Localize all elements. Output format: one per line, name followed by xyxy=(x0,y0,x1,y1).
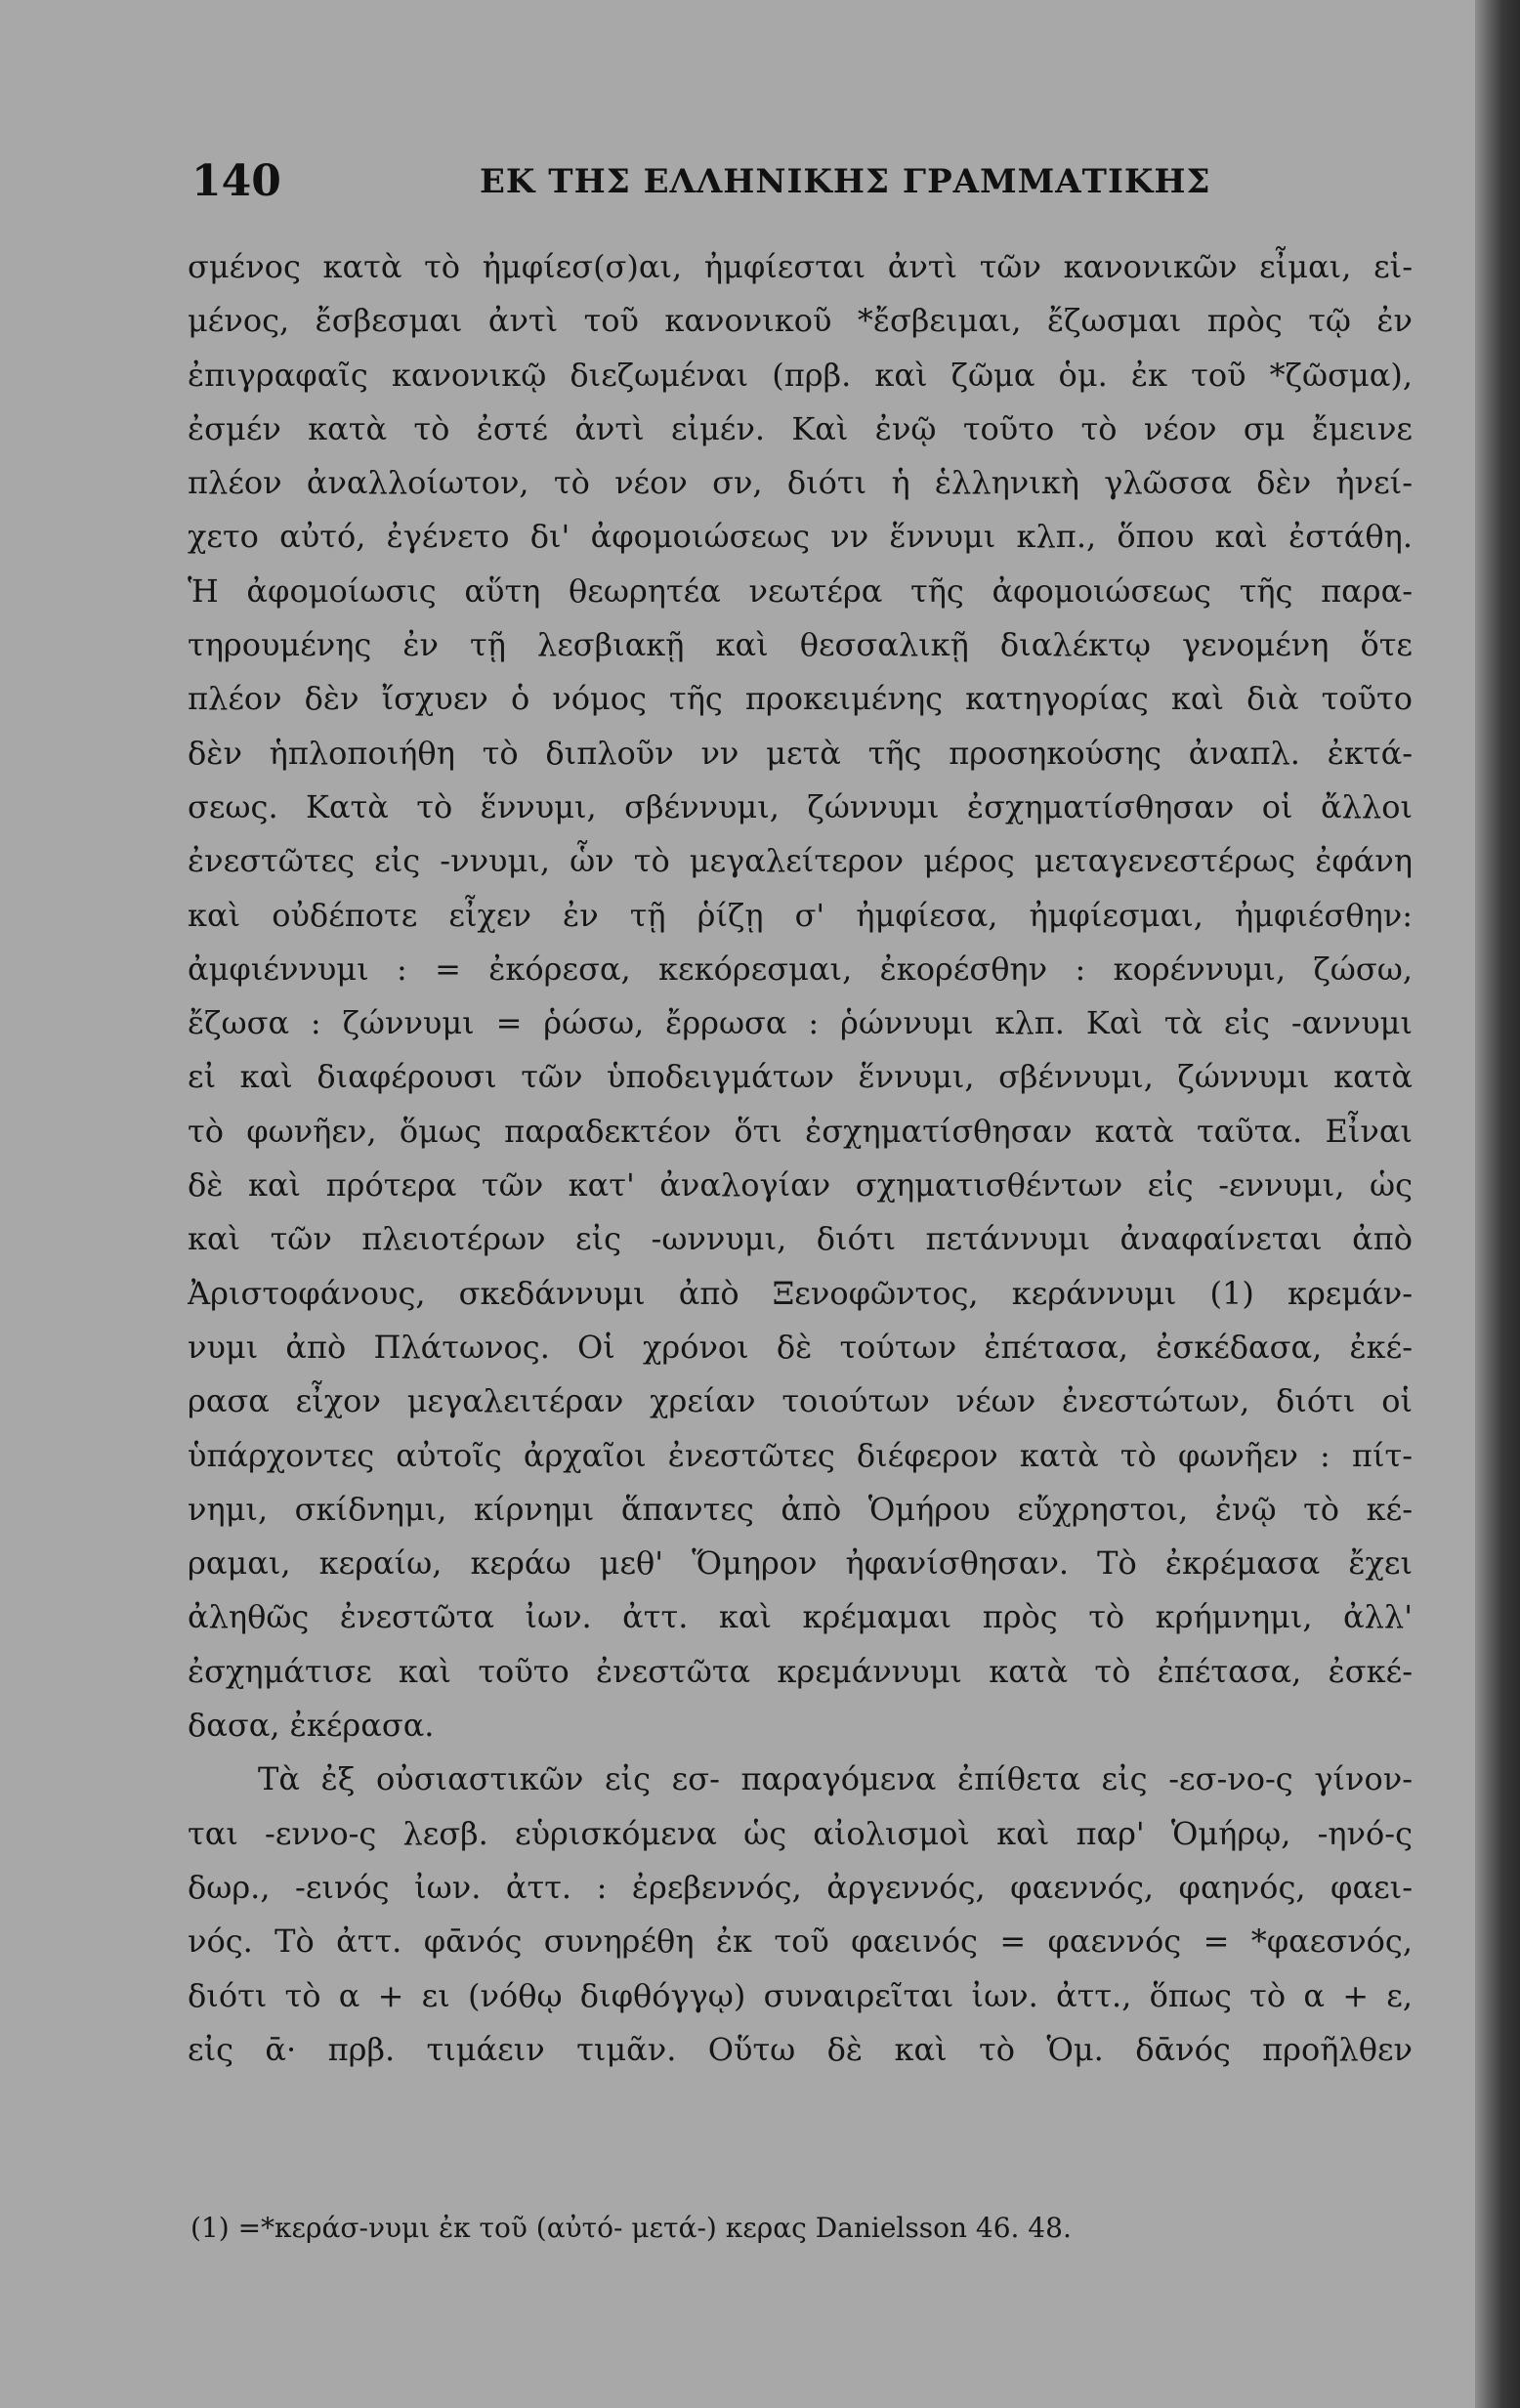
text-line: ὑπάρχοντες αὐτοῖς ἀρχαῖοι ἐνεστῶτες διέφερον κατὰ τὸ φωνῆεν : πίτ- xyxy=(188,1436,1413,1474)
text-line: ἐσχημάτισε καὶ τοῦτο ἐνεστῶτα κρεμάννυμι κατὰ τὸ ἐπέτασα, ἐσκέ- xyxy=(188,1652,1413,1690)
footnote: (1) =*κεράσ-νυμι ἐκ τοῦ (αὐτό- μετά-) κερας Danielsson 46. 48. xyxy=(190,2212,1072,2244)
text-line: νυμι ἀπὸ Πλάτωνος. Οἱ χρόνοι δὲ τούτων ἐπέτασα, ἐσκέδασα, ἐκέ- xyxy=(188,1328,1413,1366)
text-line: ται -εννο-ς λεσβ. εὑρισκόμενα ὡς αἰολισμοὶ καὶ παρ' Ὁμήρῳ, -ηνό-ς xyxy=(188,1814,1413,1852)
text-line: ρασα εἶχον μεγαλειτέραν χρείαν τοιούτων νέων ἐνεστώτων, διότι οἱ xyxy=(188,1382,1413,1420)
running-title: ΕΚ ΤΗΣ ΕΛΛΗΝΙΚΗΣ ΓΡΑΜΜΑΤΙΚΗΣ xyxy=(480,162,1211,201)
text-line: δὲν ἡπλοποιήθη τὸ διπλοῦν νν μετὰ τῆς προσηκούσης ἀναπλ. ἐκτά- xyxy=(188,734,1413,772)
text-line: εἰ καὶ διαφέρουσι τῶν ὑποδειγμάτων ἕννυμι, σβέννυμι, ζώννυμι κατὰ xyxy=(188,1058,1413,1096)
text-line: ἐπιγραφαῖς κανονικῷ διεζωμέναι (πρβ. καὶ ζῶμα ὁμ. ἐκ τοῦ *ζῶσμα), xyxy=(188,356,1413,394)
text-line: καὶ οὐδέποτε εἶχεν ἐν τῇ ῥίζῃ σ' ἠμφίεσα, ἠμφίεσμαι, ἠμφιέσθην: xyxy=(188,896,1413,934)
text-line: ἀληθῶς ἐνεστῶτα ἰων. ἀττ. καὶ κρέμαμαι πρὸς τὸ κρήμνημι, ἀλλ' xyxy=(188,1598,1413,1636)
text-line: μένος, ἔσβεσμαι ἀντὶ τοῦ κανονικοῦ *ἔσβειμαι, ἔζωσμαι πρὸς τῷ ἐν xyxy=(188,302,1413,340)
text-line: σεως. Κατὰ τὸ ἕννυμι, σβέννυμι, ζώννυμι ἐσχηματίσθησαν οἱ ἄλλοι xyxy=(188,787,1413,825)
text-line: ἐσμέν κατὰ τὸ ἐστέ ἀντὶ εἰμέν. Καὶ ἐνῷ τοῦτο τὸ νέον σμ ἔμεινε xyxy=(188,409,1413,447)
text-line: σμένος κατὰ τὸ ἠμφίεσ(σ)αι, ἠμφίεσται ἀντὶ τῶν κανονικῶν εἶμαι, εἱ- xyxy=(188,248,1413,285)
text-line: χετο αὐτό, ἐγένετο δι' ἀφομοιώσεως νν ἕννυμι κλπ., ὅπου καὶ ἐστάθη. xyxy=(188,518,1413,556)
page-header xyxy=(191,156,1364,215)
text-line: νημι, σκίδνημι, κίρνημι ἅπαντες ἀπὸ Ὁμήρου εὔχρηστοι, ἐνῷ τὸ κέ- xyxy=(188,1490,1413,1528)
text-line: νός. Τὸ ἀττ. φᾱνός συνηρέθη ἐκ τοῦ φαεινός = φαεννός = *φαεσνός, xyxy=(188,1922,1413,1961)
text-line: πλέον δὲν ἴσχυεν ὁ νόμος τῆς προκειμένης κατηγορίας καὶ διὰ τοῦτο xyxy=(188,680,1413,718)
text-line: Ἡ ἀφομοίωσις αὕτη θεωρητέα νεωτέρα τῆς ἀφομοιώσεως τῆς παρα- xyxy=(188,571,1413,610)
text-line: δασα, ἐκέρασα. xyxy=(188,1707,435,1745)
text-line: Τὰ ἐξ οὐσιαστικῶν εἰς εσ- παραγόμενα ἐπίθετα εἰς -εσ-νο-ς γίνον- xyxy=(258,1760,1413,1798)
text-line: δὲ καὶ πρότερα τῶν κατ' ἀναλογίαν σχηματισθέντων εἰς -εννυμι, ὡς xyxy=(188,1166,1413,1204)
text-line: πλέον ἀναλλοίωτον, τὸ νέον σν, διότι ἡ ἑλληνικὴ γλῶσσα δὲν ἠνεί- xyxy=(188,464,1413,502)
page-number: 140 xyxy=(191,156,281,206)
text-line: τὸ φωνῆεν, ὅμως παραδεκτέον ὅτι ἐσχηματίσθησαν κατὰ ταῦτα. Εἶναι xyxy=(188,1112,1413,1150)
text-line: Ἀριστοφάνους, σκεδάννυμι ἀπὸ Ξενοφῶντος, κεράννυμι (1) κρεμάν- xyxy=(188,1274,1413,1312)
text-line: διότι τὸ α + ει (νόθῳ διφθόγγῳ) συναιρεῖται ἰων. ἀττ., ὅπως τὸ α + ε, xyxy=(188,1976,1413,2014)
text-line: ραμαι, κεραίω, κεράω μεθ' Ὅμηρον ἠφανίσθησαν. Τὸ ἐκρέμασα ἔχει xyxy=(188,1544,1413,1583)
text-line: δωρ., -εινός ἰων. ἀττ. : ἐρεβεννός, ἀργεννός, φαεννός, φαηνός, φαει- xyxy=(188,1868,1413,1906)
text-line: ἐνεστῶτες εἰς -ννυμι, ὧν τὸ μεγαλείτερον μέρος μεταγενεστέρως ἐφάνη xyxy=(188,842,1413,880)
text-line: καὶ τῶν πλειοτέρων εἰς -ωννυμι, διότι πετάννυμι ἀναφαίνεται ἀπὸ xyxy=(188,1220,1413,1258)
text-line: ἀμφιέννυμι : = ἐκόρεσα, κεκόρεσμαι, ἐκορέσθην : κορέννυμι, ζώσω, xyxy=(188,950,1413,988)
text-line: τηρουμένης ἐν τῇ λεσβιακῇ καὶ θεσσαλικῇ διαλέκτῳ γενομένη ὅτε xyxy=(188,626,1413,664)
text-line: εἰς ᾱ· πρβ. τιμάειν τιμᾶν. Οὕτω δὲ καὶ τὸ Ὁμ. δᾱνός προῆλθεν xyxy=(188,2030,1413,2068)
page-edge-shadow xyxy=(1475,0,1520,2408)
body-text xyxy=(188,240,1413,2077)
text-line: ἔζωσα : ζώννυμι = ῥώσω, ἔρρωσα : ῥώννυμι κλπ. Καὶ τὰ εἰς -αννυμι xyxy=(188,1004,1413,1042)
